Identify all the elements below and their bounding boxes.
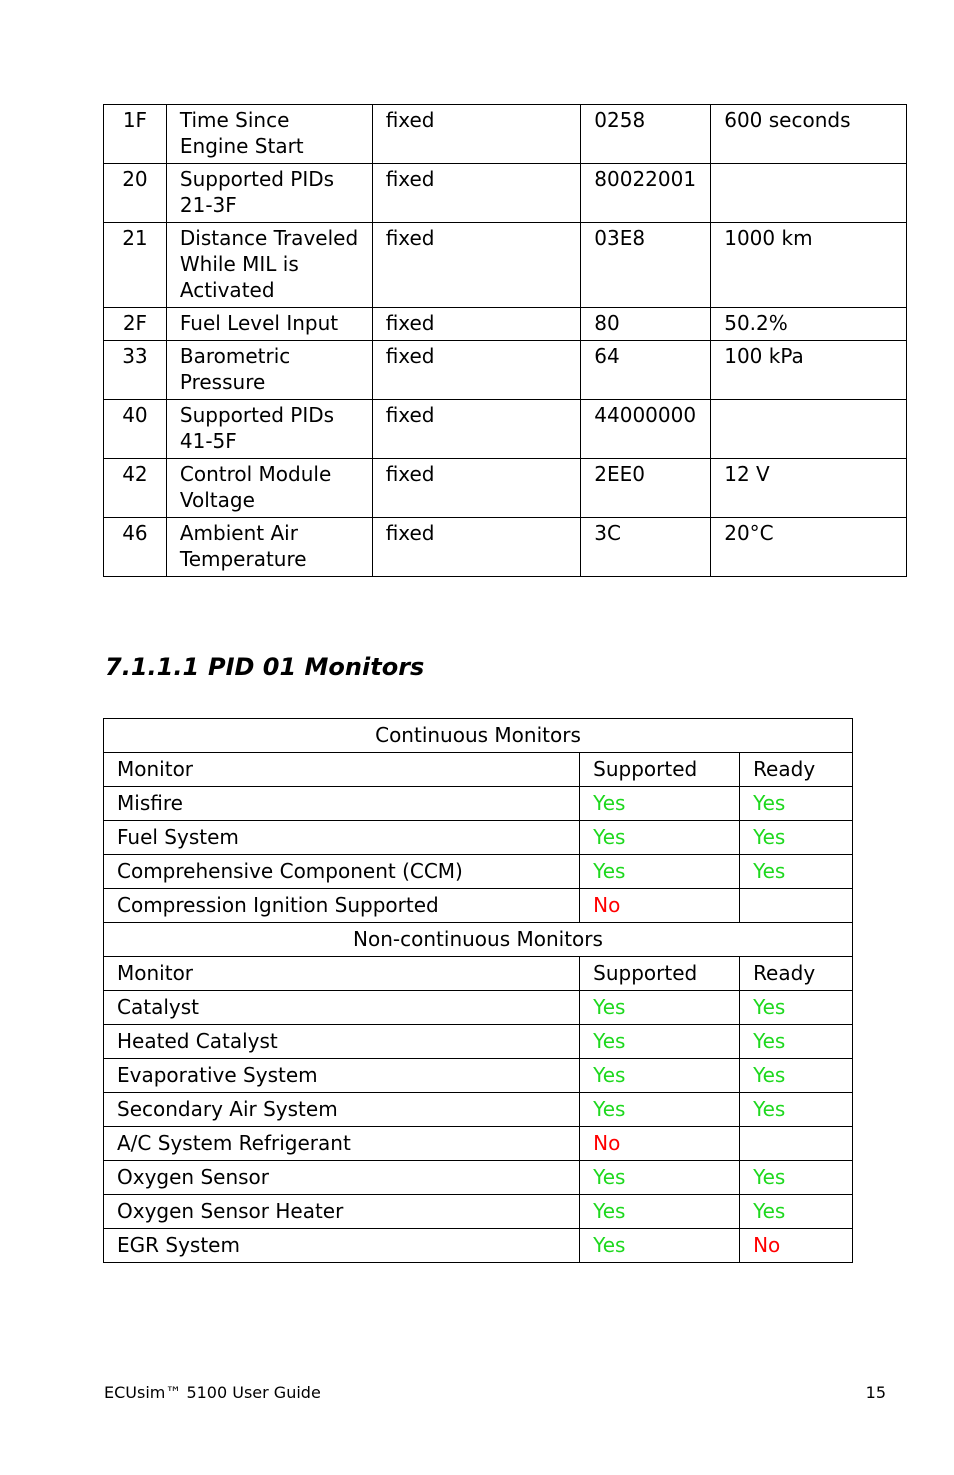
pid-row: [104, 459, 907, 518]
header-monitor: Monitor: [104, 753, 580, 787]
description-cell: [166, 341, 372, 400]
monitor-name: Comprehensive Component (CCM): [104, 855, 580, 889]
description-line: Control Module: [179, 462, 332, 486]
description-line: Ambient Air: [179, 521, 298, 545]
header-monitor: Monitor: [104, 957, 580, 991]
description-line: Voltage: [179, 488, 255, 512]
raw-value-cell: 03E8: [581, 223, 711, 308]
monitor-row: [104, 889, 853, 923]
monitor-name: Compression Ignition Supported: [104, 889, 580, 923]
pid-row: [104, 105, 907, 164]
supported-status: Yes: [580, 787, 740, 821]
description-cell: [166, 105, 372, 164]
mode-cell: fixed: [372, 518, 581, 577]
monitor-row: [104, 855, 853, 889]
header-supported: Supported: [580, 753, 740, 787]
raw-value-cell: 3C: [581, 518, 711, 577]
pid-row: [104, 223, 907, 308]
section-number: 7.1.1.1: [105, 653, 200, 681]
monitor-name: Evaporative System: [104, 1059, 580, 1093]
description-line: Time Since: [179, 108, 290, 132]
mode-cell: fixed: [372, 341, 581, 400]
description-line: Distance Traveled: [179, 226, 359, 250]
page-footer: [104, 1382, 886, 1404]
pid-row: [104, 341, 907, 400]
value-cell: 1000 km: [711, 223, 907, 308]
monitor-row: [104, 1093, 853, 1127]
pid-cell: 21: [104, 223, 167, 308]
ready-status: Yes: [740, 1195, 853, 1229]
ready-status: [740, 889, 853, 923]
monitor-row: [104, 991, 853, 1025]
monitor-name: Fuel System: [104, 821, 580, 855]
page-number: 15: [865, 1383, 886, 1402]
description-line: Activated: [179, 278, 275, 302]
supported-status: Yes: [580, 821, 740, 855]
supported-status: Yes: [580, 1093, 740, 1127]
mode-cell: fixed: [372, 223, 581, 308]
mode-cell: fixed: [372, 459, 581, 518]
description-cell: [166, 308, 372, 341]
value-cell: [711, 400, 907, 459]
description-cell: [166, 223, 372, 308]
monitor-name: Heated Catalyst: [104, 1025, 580, 1059]
supported-status: No: [580, 889, 740, 923]
supported-status: Yes: [580, 1229, 740, 1263]
monitor-name: Misfire: [104, 787, 580, 821]
monitor-row: [104, 821, 853, 855]
monitor-row: [104, 1161, 853, 1195]
monitor-name: Oxygen Sensor: [104, 1161, 580, 1195]
group-title-row: [104, 719, 853, 753]
ready-status: No: [740, 1229, 853, 1263]
raw-value-cell: 2EE0: [581, 459, 711, 518]
raw-value-cell: 0258: [581, 105, 711, 164]
raw-value-cell: 64: [581, 341, 711, 400]
section-heading: [105, 650, 424, 684]
monitor-row: [104, 1195, 853, 1229]
ready-status: [740, 1127, 853, 1161]
raw-value-cell: 44000000: [581, 400, 711, 459]
mode-cell: fixed: [372, 164, 581, 223]
monitor-row: [104, 787, 853, 821]
value-cell: 20°C: [711, 518, 907, 577]
ready-status: Yes: [740, 991, 853, 1025]
pid-row: [104, 164, 907, 223]
description-line: Temperature: [179, 547, 307, 571]
monitor-name: A/C System Refrigerant: [104, 1127, 580, 1161]
description-line: Engine Start: [179, 134, 304, 158]
group-title-row: [104, 923, 853, 957]
description-line: Supported PIDs: [179, 403, 335, 427]
ready-status: Yes: [740, 1093, 853, 1127]
pid-cell: 40: [104, 400, 167, 459]
ready-status: Yes: [740, 1059, 853, 1093]
description-line: Supported PIDs: [179, 167, 335, 191]
description-line: 21-3F: [179, 193, 237, 217]
pid-row: [104, 308, 907, 341]
ready-status: Yes: [740, 787, 853, 821]
pid-row: [104, 518, 907, 577]
description-line: Pressure: [179, 370, 266, 394]
supported-status: Yes: [580, 1195, 740, 1229]
description-line: 41-5F: [179, 429, 237, 453]
supported-status: Yes: [580, 1025, 740, 1059]
ready-status: Yes: [740, 1025, 853, 1059]
header-ready: Ready: [740, 753, 853, 787]
header-supported: Supported: [580, 957, 740, 991]
raw-value-cell: 80022001: [581, 164, 711, 223]
description-line: While MIL is: [179, 252, 299, 276]
pid-table: [103, 104, 907, 577]
header-row: [104, 753, 853, 787]
value-cell: 12 V: [711, 459, 907, 518]
monitor-row: [104, 1025, 853, 1059]
description-cell: [166, 164, 372, 223]
monitor-name: Secondary Air System: [104, 1093, 580, 1127]
footer-title: ECUsim™ 5100 User Guide: [104, 1383, 321, 1402]
description-cell: [166, 400, 372, 459]
pid-cell: 1F: [104, 105, 167, 164]
group-title: Non-continuous Monitors: [104, 923, 853, 957]
pid-cell: 20: [104, 164, 167, 223]
mode-cell: fixed: [372, 105, 581, 164]
monitor-name: Catalyst: [104, 991, 580, 1025]
monitors-table: [103, 718, 853, 1263]
section-title: PID 01 Monitors: [208, 653, 425, 681]
pid-row: [104, 400, 907, 459]
value-cell: [711, 164, 907, 223]
ready-status: Yes: [740, 821, 853, 855]
description-cell: [166, 459, 372, 518]
value-cell: 600 seconds: [711, 105, 907, 164]
ready-status: Yes: [740, 855, 853, 889]
monitor-name: EGR System: [104, 1229, 580, 1263]
pid-cell: 33: [104, 341, 167, 400]
supported-status: Yes: [580, 1059, 740, 1093]
supported-status: Yes: [580, 991, 740, 1025]
mode-cell: fixed: [372, 308, 581, 341]
value-cell: 100 kPa: [711, 341, 907, 400]
pid-cell: 42: [104, 459, 167, 518]
monitor-row: [104, 1059, 853, 1093]
header-ready: Ready: [740, 957, 853, 991]
supported-status: Yes: [580, 1161, 740, 1195]
supported-status: No: [580, 1127, 740, 1161]
header-row: [104, 957, 853, 991]
monitor-name: Oxygen Sensor Heater: [104, 1195, 580, 1229]
raw-value-cell: 80: [581, 308, 711, 341]
pid-cell: 2F: [104, 308, 167, 341]
mode-cell: fixed: [372, 400, 581, 459]
value-cell: 50.2%: [711, 308, 907, 341]
description-line: Barometric: [179, 344, 291, 368]
description-cell: [166, 518, 372, 577]
supported-status: Yes: [580, 855, 740, 889]
pid-cell: 46: [104, 518, 167, 577]
monitor-row: [104, 1229, 853, 1263]
monitor-row: [104, 1127, 853, 1161]
group-title: Continuous Monitors: [104, 719, 853, 753]
description-line: Fuel Level Input: [179, 311, 339, 335]
ready-status: Yes: [740, 1161, 853, 1195]
